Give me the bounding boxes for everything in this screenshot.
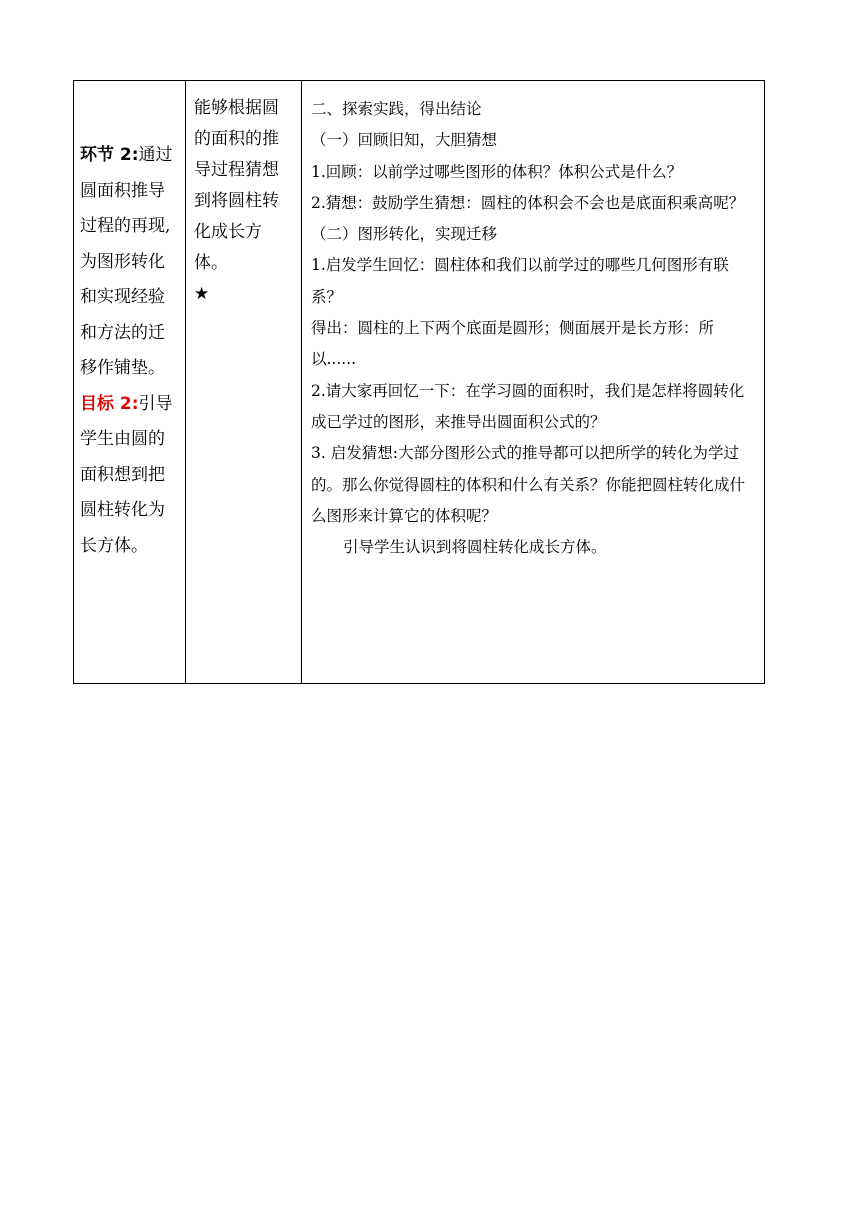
- paragraph-recall: 2.请大家再回忆一下：在学习圆的面积时，我们是怎样将圆转化成已学过的图形，来推导出圆面积公式的？: [311, 381, 745, 431]
- objective-cell-content: [186, 81, 301, 310]
- objective-cell: [186, 81, 302, 684]
- paragraph-hypothesis: 3. 启发猜想:大部分图形公式的推导都可以把所学的转化为学过的。那么你觉得圆柱的体积和什么有关系？你能把圆柱转化成什么图形来计算它的体积呢？: [311, 444, 746, 525]
- stage-label: 环节 2:: [80, 145, 139, 165]
- section-heading: 二、探索实践，得出结论: [311, 100, 482, 118]
- activity-cell-content: [302, 81, 764, 563]
- goal-text: 引导学生由圆的面积想到把圆柱转化为长方体。: [80, 393, 173, 556]
- paragraph-conclude: 得出：圆柱的上下两个底面是圆形；侧面展开是长方形：所以......: [311, 319, 715, 369]
- stage-cell: [74, 81, 186, 684]
- paragraph-inspire: 1.启发学生回忆：圆柱体和我们以前学过的哪些几何图形有联系？: [311, 256, 729, 306]
- subsection-heading-2: （二）图形转化，实现迁移: [311, 225, 498, 244]
- objective-text: 能够根据圆的面积的推导过程猜想到将圆柱转化成长方体。: [194, 98, 279, 273]
- star-icon: ★: [194, 284, 210, 304]
- activity-cell: [302, 81, 765, 684]
- table-row: [74, 81, 765, 684]
- paragraph-review: 1.回顾：以前学过哪些图形的体积？体积公式是什么？: [311, 162, 683, 181]
- paragraph-guide: 引导学生认识到将圆柱转化成长方体。: [343, 538, 607, 557]
- lesson-plan-table: [73, 80, 765, 684]
- goal-label: 目标 2:: [80, 393, 139, 414]
- subsection-heading-1: （一）回顾旧知，大胆猜想: [311, 131, 498, 150]
- stage-text: 通过圆面积推导过程的再现,为图形转化和实现经验和方法的迁移作铺垫。: [80, 145, 173, 378]
- paragraph-guess: 2.猜想：鼓励学生猜想：圆柱的体积会不会也是底面积乘高呢？: [311, 193, 745, 212]
- stage-cell-content: [74, 81, 185, 564]
